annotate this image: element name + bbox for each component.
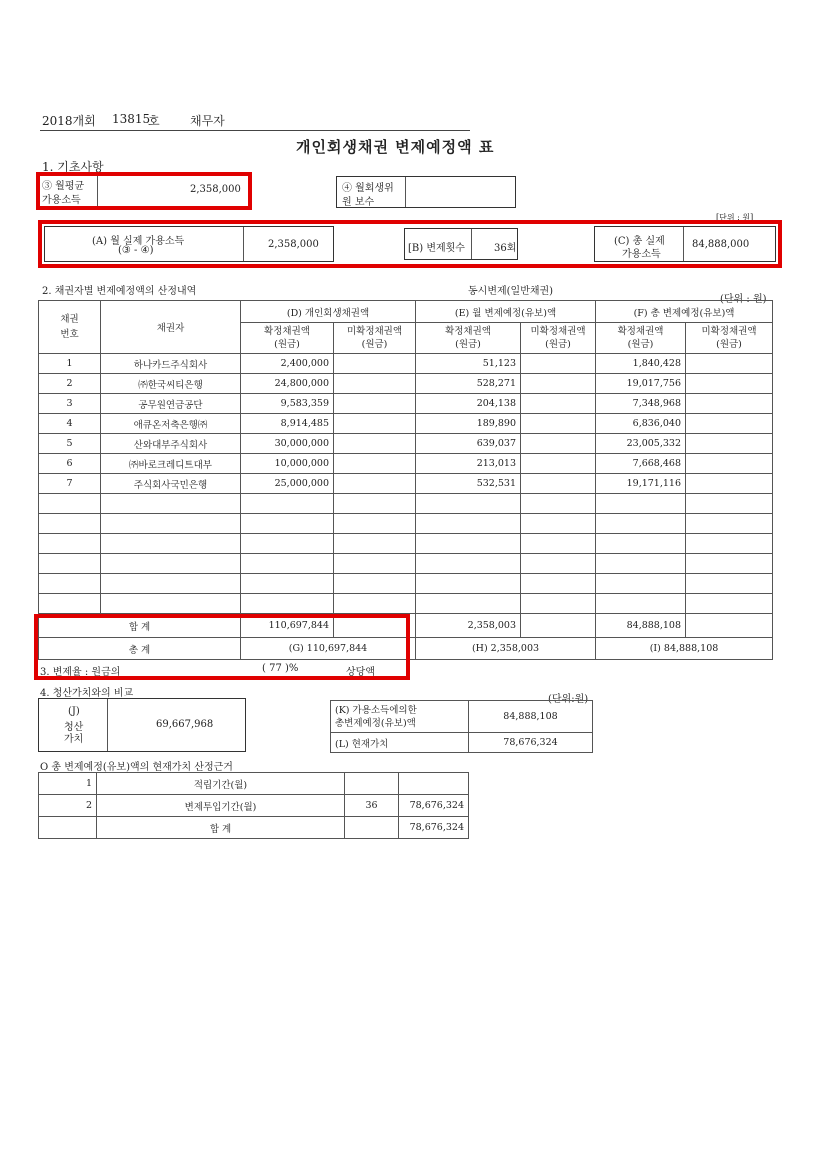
table-cell-f2 bbox=[686, 374, 773, 394]
table-row bbox=[39, 454, 773, 474]
table-cell-d2 bbox=[334, 514, 416, 534]
table-cell-d1: 25,000,000 bbox=[241, 474, 334, 494]
item4-label-1: ④ 월회생위 bbox=[342, 183, 394, 194]
sum-d: 110,697,844 bbox=[241, 614, 334, 638]
sub-unconfirmed-1: 미확정채권액 bbox=[701, 326, 757, 338]
a-label-1: (A) 월 실제 가용소득 bbox=[92, 236, 185, 247]
rate-suffix: 상당액 bbox=[346, 667, 375, 678]
table-cell-d1: 8,914,485 bbox=[241, 414, 334, 434]
table-cell-no: 7 bbox=[39, 474, 101, 494]
c-label-1: (C) 총 실제 bbox=[614, 236, 665, 247]
table-cell-e1: 213,013 bbox=[416, 454, 521, 474]
table-cell-e1 bbox=[416, 494, 521, 514]
table-cell-creditor: ㈜바로크레디트대부 bbox=[101, 454, 241, 474]
table-cell-no: 2 bbox=[39, 374, 101, 394]
table-cell-creditor bbox=[101, 514, 241, 534]
j-label-3: 가치 bbox=[64, 734, 84, 745]
case-year: 2018개회 bbox=[42, 114, 96, 128]
table-cell-d1 bbox=[241, 494, 334, 514]
j-divider bbox=[107, 699, 108, 751]
table-row bbox=[39, 434, 773, 454]
col-header-e: (E) 월 변제예정(유보)액 bbox=[416, 301, 596, 323]
total-i: (I) 84,888,108 bbox=[596, 638, 773, 660]
k-label bbox=[331, 701, 469, 733]
section3-label: 3. 변제율 : 원금의 bbox=[40, 667, 121, 678]
table-row bbox=[39, 514, 773, 534]
table-cell-no bbox=[39, 494, 101, 514]
table-cell-e2 bbox=[521, 534, 596, 554]
pv-table bbox=[38, 772, 469, 839]
table-cell-no: 6 bbox=[39, 454, 101, 474]
sub-unconfirmed-1: 미확정채권액 bbox=[346, 326, 403, 338]
table-cell-d2 bbox=[334, 454, 416, 474]
total-h: (H) 2,358,003 bbox=[416, 638, 596, 660]
unit-note-2: (단위 : 원) bbox=[720, 294, 767, 305]
l-value: 78,676,324 bbox=[469, 733, 593, 753]
table-cell-no bbox=[39, 514, 101, 534]
j-value: 69,667,968 bbox=[156, 719, 214, 730]
table-cell-d2 bbox=[334, 534, 416, 554]
table-cell-e2 bbox=[521, 494, 596, 514]
table-cell-f2 bbox=[686, 454, 773, 474]
table-cell-creditor bbox=[101, 534, 241, 554]
table-cell-e1 bbox=[416, 574, 521, 594]
table-row bbox=[39, 474, 773, 494]
sum-label: 합 계 bbox=[39, 614, 241, 638]
sum-e: 2,358,003 bbox=[416, 614, 521, 638]
table-row bbox=[39, 534, 773, 554]
table-cell-f1 bbox=[596, 594, 686, 614]
table-cell-e2 bbox=[521, 574, 596, 594]
item3-value: 2,358,000 bbox=[190, 184, 241, 195]
table-cell-no: 5 bbox=[39, 434, 101, 454]
table-cell-d2 bbox=[334, 494, 416, 514]
pv-row bbox=[39, 795, 469, 817]
sub-header-e-confirmed bbox=[416, 323, 521, 354]
table-cell-d1 bbox=[241, 554, 334, 574]
table-cell-f2 bbox=[686, 394, 773, 414]
table-cell-d2 bbox=[334, 554, 416, 574]
k-label-1: (K) 가용소득에의한 bbox=[335, 704, 417, 716]
table-cell-f2 bbox=[686, 494, 773, 514]
c-value: 84,888,000 bbox=[692, 239, 750, 250]
table-row bbox=[39, 394, 773, 414]
table-cell-creditor: 주식회사국민은행 bbox=[101, 474, 241, 494]
sub-confirmed-2: (원금) bbox=[455, 339, 481, 351]
table-cell-f1: 7,668,468 bbox=[596, 454, 686, 474]
section4-heading: 4. 청산가치와의 비교 bbox=[40, 688, 134, 699]
table-cell-d2 bbox=[334, 374, 416, 394]
kl-table bbox=[330, 700, 593, 753]
section5-heading: O 총 변제예정(유보)액의 현재가치 산정근거 bbox=[40, 762, 233, 773]
table-cell-d1 bbox=[241, 594, 334, 614]
table-cell-f2 bbox=[686, 474, 773, 494]
highlight-box-total bbox=[34, 614, 410, 680]
case-number: 13815 bbox=[112, 112, 151, 126]
table-cell-e2 bbox=[521, 594, 596, 614]
sub-unconfirmed-2: (원금) bbox=[545, 339, 571, 351]
pv-cell-months: 36 bbox=[345, 795, 399, 817]
pv-row bbox=[39, 773, 469, 795]
table-cell-f1: 19,171,116 bbox=[596, 474, 686, 494]
pv-rows bbox=[39, 773, 469, 817]
table-cell-f1: 23,005,332 bbox=[596, 434, 686, 454]
table-cell-creditor: 산와대부주식회사 bbox=[101, 434, 241, 454]
table-cell-e1 bbox=[416, 594, 521, 614]
sum-e-unconfirmed bbox=[521, 614, 596, 638]
table-cell-d2 bbox=[334, 474, 416, 494]
item4-label-2: 원 보수 bbox=[342, 197, 375, 208]
table-cell-d1: 30,000,000 bbox=[241, 434, 334, 454]
item3-label-1: ③ 월평균 bbox=[42, 181, 85, 192]
table-cell-no bbox=[39, 534, 101, 554]
l-label: (L) 현재가치 bbox=[331, 733, 469, 753]
table-cell-f2 bbox=[686, 434, 773, 454]
sub-confirmed-1: 확정채권액 bbox=[445, 326, 491, 338]
table-cell-e1: 528,271 bbox=[416, 374, 521, 394]
table-row bbox=[39, 414, 773, 434]
table-cell-e2 bbox=[521, 454, 596, 474]
k-label-2: 총변제예정(유보)액 bbox=[335, 717, 416, 729]
table-cell-f1: 19,017,756 bbox=[596, 374, 686, 394]
case-suffix: 호 bbox=[148, 114, 160, 128]
debtor-label: 채무자 bbox=[190, 114, 225, 128]
pv-sum-value: 78,676,324 bbox=[399, 817, 469, 839]
sub-confirmed-2: (원금) bbox=[274, 339, 300, 351]
table-cell-creditor: 공무원연금공단 bbox=[101, 394, 241, 414]
table-cell-d1 bbox=[241, 514, 334, 534]
table-row bbox=[39, 594, 773, 614]
table-cell-creditor: ㈜한국씨티은행 bbox=[101, 374, 241, 394]
sub-unconfirmed-2: (원금) bbox=[716, 339, 742, 351]
repayment-method: 동시변제(일반채권) bbox=[468, 286, 554, 297]
sub-confirmed-1: 확정채권액 bbox=[264, 326, 310, 338]
table-cell-d2 bbox=[334, 434, 416, 454]
table-cell-d2 bbox=[334, 354, 416, 374]
k-value: 84,888,108 bbox=[469, 701, 593, 733]
table-cell-f1 bbox=[596, 554, 686, 574]
table-cell-no bbox=[39, 574, 101, 594]
item3-label-2: 가용소득 bbox=[42, 195, 81, 206]
pv-cell-value: 78,676,324 bbox=[399, 795, 469, 817]
table-cell-d1: 2,400,000 bbox=[241, 354, 334, 374]
table-cell-f1: 1,840,428 bbox=[596, 354, 686, 374]
table-cell-f1: 6,836,040 bbox=[596, 414, 686, 434]
j-label-1: (J) bbox=[68, 706, 80, 717]
table-cell-d1 bbox=[241, 574, 334, 594]
a-label-2: (③ - ④) bbox=[118, 245, 154, 256]
table-cell-e2 bbox=[521, 554, 596, 574]
pv-sum-label: 합 계 bbox=[97, 817, 345, 839]
pv-cell-label: 변제투입기간(월) bbox=[97, 795, 345, 817]
pv-cell-label: 적립기간(월) bbox=[97, 773, 345, 795]
table-cell-d2 bbox=[334, 594, 416, 614]
table-row bbox=[39, 574, 773, 594]
creditor-table bbox=[38, 300, 773, 660]
highlight-box-income bbox=[38, 220, 782, 268]
b-label: [B) 변제횟수 bbox=[408, 243, 465, 254]
table-cell-e2 bbox=[521, 414, 596, 434]
table-cell-d1: 10,000,000 bbox=[241, 454, 334, 474]
table-cell-e1 bbox=[416, 534, 521, 554]
table-cell-no: 1 bbox=[39, 354, 101, 374]
table-cell-f2 bbox=[686, 414, 773, 434]
pv-sum-no bbox=[39, 817, 97, 839]
sub-header-f-unconfirmed bbox=[686, 323, 773, 354]
header-rule bbox=[40, 130, 470, 131]
table-row bbox=[39, 374, 773, 394]
table-cell-creditor bbox=[101, 594, 241, 614]
sub-unconfirmed-2: (원금) bbox=[361, 339, 388, 351]
j-label-2: 청산 bbox=[64, 722, 84, 733]
col-header-no bbox=[39, 301, 101, 354]
col-header-d: (D) 개인회생채권액 bbox=[241, 301, 416, 323]
table-cell-f2 bbox=[686, 354, 773, 374]
table-row bbox=[39, 554, 773, 574]
sub-header-d-unconfirmed bbox=[334, 323, 416, 354]
table-row bbox=[39, 354, 773, 374]
table-cell-e2 bbox=[521, 514, 596, 534]
table-cell-d2 bbox=[334, 394, 416, 414]
col-header-no-1: 채권 bbox=[60, 314, 79, 325]
table-cell-f2 bbox=[686, 534, 773, 554]
table-cell-creditor: 애큐온저축은행㈜ bbox=[101, 414, 241, 434]
sub-confirmed-1: 확정채권액 bbox=[617, 326, 664, 338]
page-title: 개인회생채권 변제예정액 표 bbox=[296, 138, 495, 156]
table-cell-e1: 51,123 bbox=[416, 354, 521, 374]
table-row bbox=[39, 494, 773, 514]
col-header-creditor: 채권자 bbox=[101, 301, 241, 354]
sub-header-f-confirmed bbox=[596, 323, 686, 354]
table-cell-no: 3 bbox=[39, 394, 101, 414]
table-cell-d1 bbox=[241, 534, 334, 554]
table-cell-e1: 532,531 bbox=[416, 474, 521, 494]
section2-heading: 2. 채권자별 변제예정액의 산정내역 bbox=[42, 286, 197, 297]
table-cell-d1: 24,800,000 bbox=[241, 374, 334, 394]
table-cell-no: 4 bbox=[39, 414, 101, 434]
table-cell-creditor: 하나카드주식회사 bbox=[101, 354, 241, 374]
pv-cell-value bbox=[399, 773, 469, 795]
table-cell-f1 bbox=[596, 514, 686, 534]
repayment-rate: ( 77 )% bbox=[262, 663, 299, 674]
item4-divider bbox=[405, 177, 406, 207]
table-cell-creditor bbox=[101, 494, 241, 514]
table-cell-e2 bbox=[521, 394, 596, 414]
table-cell-f2 bbox=[686, 514, 773, 534]
sub-confirmed-2: (원금) bbox=[627, 339, 654, 351]
table-cell-f2 bbox=[686, 594, 773, 614]
sub-header-d-confirmed bbox=[241, 323, 334, 354]
table-cell-e2 bbox=[521, 434, 596, 454]
table-cell-d2 bbox=[334, 574, 416, 594]
sum-f: 84,888,108 bbox=[596, 614, 686, 638]
total-g: (G) 110,697,844 bbox=[241, 638, 416, 660]
table-cell-d2 bbox=[334, 414, 416, 434]
table-cell-f2 bbox=[686, 574, 773, 594]
table-cell-no bbox=[39, 554, 101, 574]
col-header-no-2: 번호 bbox=[60, 329, 79, 340]
sub-unconfirmed-1: 미확정채권액 bbox=[530, 326, 586, 338]
table-cell-f2 bbox=[686, 554, 773, 574]
pv-cell-no: 1 bbox=[39, 773, 97, 795]
table-cell-f1 bbox=[596, 574, 686, 594]
table-cell-e2 bbox=[521, 474, 596, 494]
table-cell-e1: 189,890 bbox=[416, 414, 521, 434]
section1-heading: 1. 기초사항 bbox=[42, 160, 104, 174]
table-cell-e1 bbox=[416, 514, 521, 534]
table-cell-f1 bbox=[596, 534, 686, 554]
sum-f-unconfirmed bbox=[686, 614, 773, 638]
sub-header-e-unconfirmed bbox=[521, 323, 596, 354]
a-value: 2,358,000 bbox=[268, 239, 319, 250]
table-cell-f1: 7,348,968 bbox=[596, 394, 686, 414]
pv-cell-months bbox=[345, 773, 399, 795]
pv-sum-months bbox=[345, 817, 399, 839]
table-cell-e1 bbox=[416, 554, 521, 574]
highlight-box-item3 bbox=[36, 172, 252, 210]
table-cell-e1: 639,037 bbox=[416, 434, 521, 454]
table-cell-e1: 204,138 bbox=[416, 394, 521, 414]
col-header-f: (F) 총 변제예정(유보)액 bbox=[596, 301, 773, 323]
c-label-2: 가용소득 bbox=[622, 249, 661, 260]
pv-cell-no: 2 bbox=[39, 795, 97, 817]
table-cell-creditor bbox=[101, 574, 241, 594]
table-cell-e2 bbox=[521, 374, 596, 394]
table-cell-e2 bbox=[521, 354, 596, 374]
b-value: 36회 bbox=[494, 243, 517, 254]
table-cell-creditor bbox=[101, 554, 241, 574]
unit-note-3: (단위:원) bbox=[548, 694, 589, 705]
table-cell-f1 bbox=[596, 494, 686, 514]
total-label: 총 계 bbox=[39, 638, 241, 660]
unit-note-1: [단위 : 원] bbox=[716, 213, 754, 222]
creditor-rows bbox=[39, 354, 773, 614]
table-cell-no bbox=[39, 594, 101, 614]
table-cell-d1: 9,583,359 bbox=[241, 394, 334, 414]
